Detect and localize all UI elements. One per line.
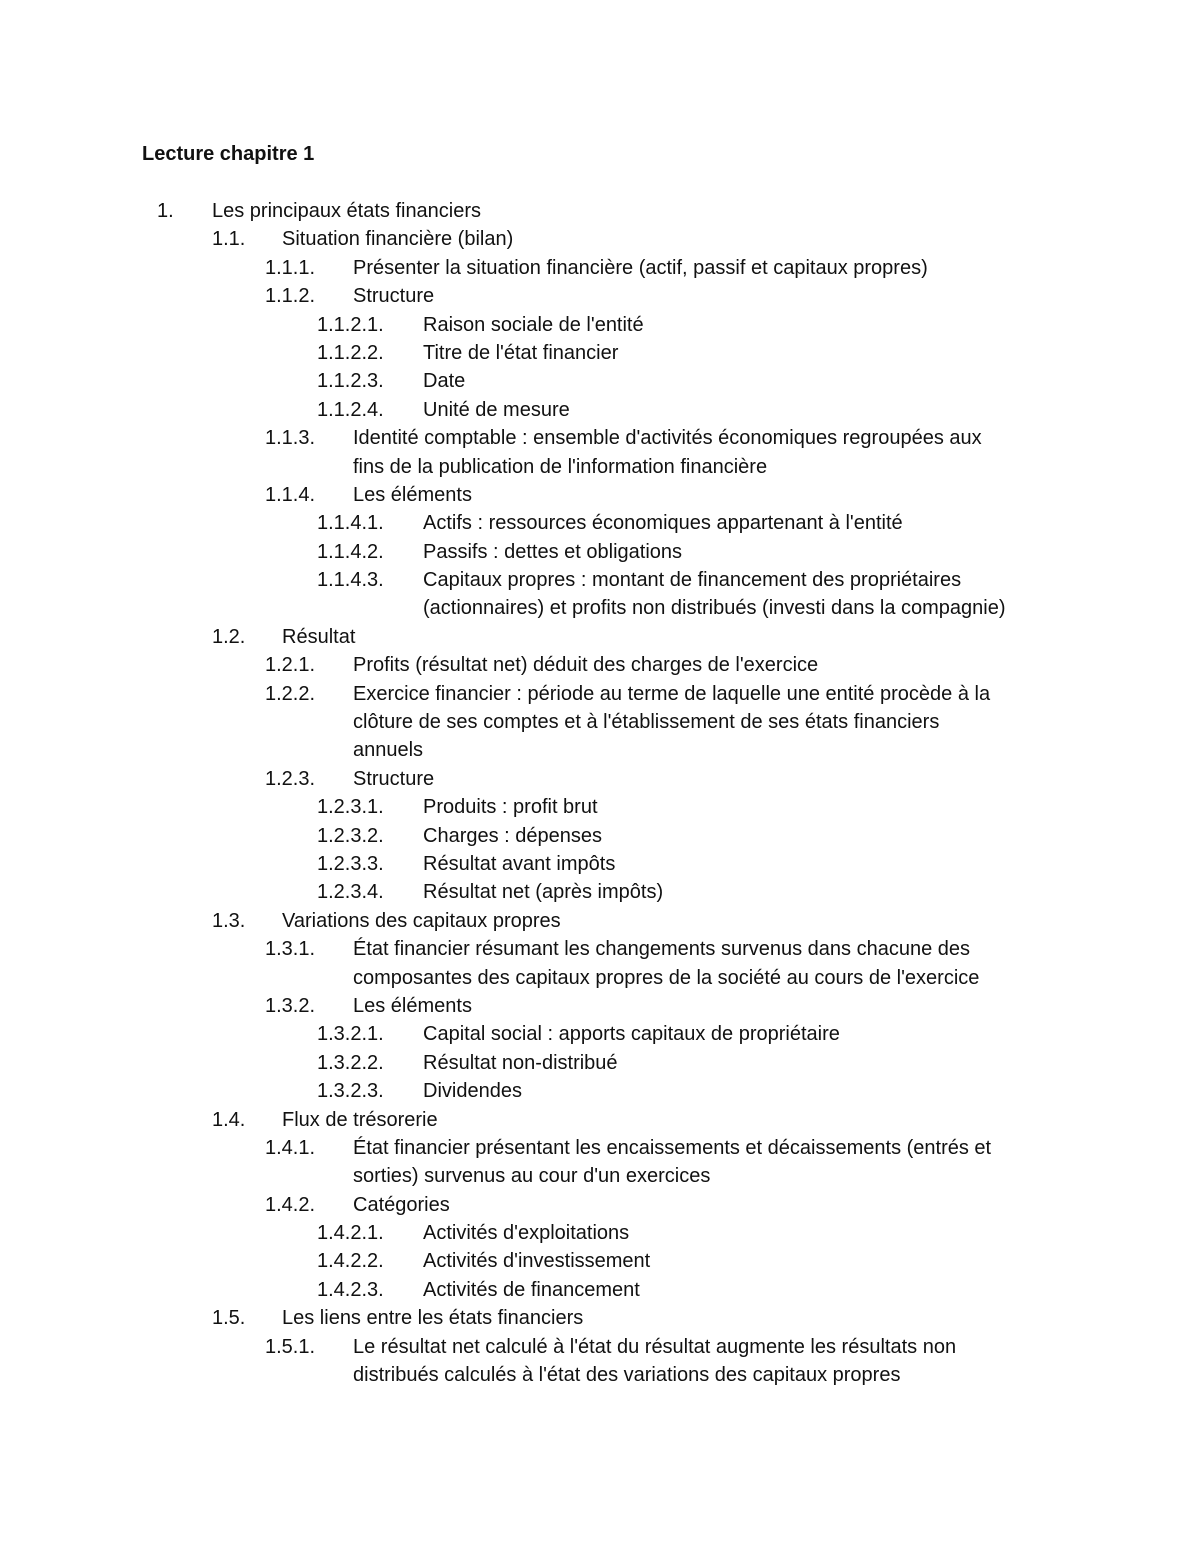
outline-item-text: Les éléments: [353, 994, 472, 1017]
outline-item: [0, 481, 1200, 509]
outline-item-text: Présenter la situation financière (actif, passif et capitaux propres): [353, 256, 928, 279]
outline-item-text: Résultat non-distribué: [423, 1051, 618, 1074]
outline-item: [0, 1219, 1200, 1247]
outline-item-number: 1.4.2.: [265, 1193, 316, 1216]
outline-item-text: Date: [423, 370, 466, 393]
outline-item-text: clôture de ses comptes et à l'établissement de ses états financiers: [353, 711, 940, 734]
outline-item: [0, 197, 1200, 225]
outline-item-text: Catégories: [353, 1193, 450, 1216]
page-title: Lecture chapitre 1: [142, 143, 315, 165]
outline-item-number: 1.1.2.4.: [317, 398, 384, 421]
outline-item: [0, 339, 1200, 367]
outline-item-text: Variations des capitaux propres: [282, 909, 561, 932]
outline-item-number: 1.5.: [212, 1307, 246, 1330]
outline-item-text: Charges : dépenses: [423, 824, 603, 847]
outline-item-number: 1.1.1.: [265, 256, 316, 279]
outline-item: [0, 566, 1200, 594]
outline-item-number: 1.3.: [212, 909, 246, 932]
outline-item: [0, 311, 1200, 339]
outline-item-number: 1.1.4.1.: [317, 512, 384, 535]
outline-item-text: Structure: [353, 767, 435, 790]
outline-item-number: 1.4.: [212, 1108, 246, 1131]
outline-item: [0, 1247, 1200, 1275]
outline-item-continuation: [0, 1361, 1200, 1389]
outline-item-text: Dividendes: [423, 1080, 522, 1103]
outline-item-text: Titre de l'état financier: [423, 341, 619, 364]
outline-item-number: 1.2.: [212, 625, 246, 648]
outline-item: [0, 424, 1200, 452]
outline-item-continuation: [0, 964, 1200, 992]
outline-item-text: Le résultat net calculé à l'état du résultat augmente les résultats non: [353, 1335, 957, 1358]
outline-item-text: Les éléments: [353, 483, 472, 506]
outline-item-continuation: [0, 736, 1200, 764]
outline-item: [0, 878, 1200, 906]
outline-item-number: 1.1.2.1.: [317, 313, 384, 336]
outline-item: [0, 1333, 1200, 1361]
outline-item: [0, 680, 1200, 708]
outline-item-number: 1.2.1.: [265, 654, 316, 677]
outline-item-text: Profits (résultat net) déduit des charges de l'exercice: [353, 654, 819, 677]
outline-item-continuation: [0, 708, 1200, 736]
outline-item: [0, 907, 1200, 935]
outline-item-text: Situation financière (bilan): [282, 228, 514, 251]
outline-item-text: Unité de mesure: [423, 398, 570, 421]
outline-item: [0, 1304, 1200, 1332]
outline-item-text: Identité comptable : ensemble d'activités économiques regroupées aux: [353, 427, 982, 450]
outline-item-number: 1.1.4.: [265, 483, 316, 506]
outline-item: [0, 254, 1200, 282]
outline-item: [0, 793, 1200, 821]
outline-item-number: 1.4.2.3.: [317, 1278, 384, 1301]
outline-item: [0, 765, 1200, 793]
outline-item-text: (actionnaires) et profits non distribués (investi dans la compagnie): [423, 597, 1006, 620]
outline-item-number: 1.2.3.3.: [317, 852, 384, 875]
outline-item-text: Activités d'exploitations: [423, 1222, 630, 1245]
outline-item: [0, 538, 1200, 566]
outline-item-number: 1.3.2.2.: [317, 1051, 384, 1074]
outline-item-number: 1.1.3.: [265, 427, 316, 450]
outline-item-number: 1.1.2.2.: [317, 341, 384, 364]
outline-item: [0, 367, 1200, 395]
outline-item-text: Activités de financement: [423, 1278, 640, 1301]
outline-item-number: 1.3.2.: [265, 994, 316, 1017]
outline-item-text: Raison sociale de l'entité: [423, 313, 644, 336]
outline-item-text: Actifs : ressources économiques appartenant à l'entité: [423, 512, 903, 535]
outline-item-number: 1.1.2.: [265, 285, 316, 308]
outline-item-text: Passifs : dettes et obligations: [423, 540, 683, 563]
outline-item-text: fins de la publication de l'information financière: [353, 455, 768, 478]
outline-item-number: 1.1.2.3.: [317, 370, 384, 393]
outline-item-number: 1.1.4.2.: [317, 540, 384, 563]
outline-item: [0, 282, 1200, 310]
outline-list: [0, 197, 1200, 1389]
outline-item: [0, 1134, 1200, 1162]
outline-item: [0, 1020, 1200, 1048]
outline-item: [0, 225, 1200, 253]
outline-item-number: 1.2.3.2.: [317, 824, 384, 847]
outline-item: [0, 1276, 1200, 1304]
outline-item-text: Flux de trésorerie: [282, 1108, 438, 1131]
outline-item-text: Capital social : apports capitaux de propriétaire: [423, 1023, 840, 1046]
outline-item-number: 1.4.2.1.: [317, 1222, 384, 1245]
outline-item-text: État financier présentant les encaissements et décaissements (entrés et: [353, 1136, 992, 1159]
outline-item: [0, 623, 1200, 651]
outline-item-text: Les principaux états financiers: [212, 200, 482, 222]
outline-item-text: Capitaux propres : montant de financement des propriétaires: [423, 569, 962, 592]
outline-item-text: composantes des capitaux propres de la société au cours de l'exercice: [353, 966, 980, 989]
outline-item: [0, 1077, 1200, 1105]
outline-item: [0, 651, 1200, 679]
outline-item-text: Les liens entre les états financiers: [282, 1307, 584, 1330]
outline-item-text: Résultat avant impôts: [423, 852, 616, 875]
outline-item: [0, 1049, 1200, 1077]
outline-item-text: annuels: [353, 739, 424, 762]
outline-item-number: 1.3.2.3.: [317, 1080, 384, 1103]
outline-item-number: 1.2.3.1.: [317, 796, 384, 819]
outline-item-text: distribués calculés à l'état des variations des capitaux propres: [353, 1364, 901, 1387]
outline-item-number: 1.2.3.4.: [317, 881, 384, 904]
outline-item-number: 1.1.: [212, 228, 246, 251]
outline-item-text: sorties) survenus au cour d'un exercices: [353, 1165, 711, 1188]
outline-item: [0, 992, 1200, 1020]
outline-item-continuation: [0, 1162, 1200, 1190]
outline-item: [0, 822, 1200, 850]
outline-item: [0, 935, 1200, 963]
outline-item-text: Résultat net (après impôts): [423, 881, 664, 904]
outline-item-number: 1.4.1.: [265, 1136, 316, 1159]
outline-item-continuation: [0, 594, 1200, 622]
outline-item: [0, 396, 1200, 424]
outline-item-number: 1.3.1.: [265, 938, 316, 961]
outline-item: [0, 1106, 1200, 1134]
outline-item-text: Activités d'investissement: [423, 1250, 651, 1273]
outline-item-text: Exercice financier : période au terme de laquelle une entité procède à la: [353, 682, 991, 705]
outline-item: [0, 850, 1200, 878]
outline-item-number: 1.2.2.: [265, 682, 316, 705]
outline-item-continuation: [0, 453, 1200, 481]
outline-item-number: 1.1.4.3.: [317, 569, 384, 592]
outline-item-text: État financier résumant les changements survenus dans chacune des: [353, 938, 971, 961]
outline-item-text: Structure: [353, 285, 435, 308]
outline-item: [0, 1191, 1200, 1219]
outline-item-text: Résultat: [282, 625, 356, 648]
outline-item: [0, 509, 1200, 537]
outline-item-number: 1.2.3.: [265, 767, 316, 790]
outline-item-number: 1.: [157, 200, 174, 222]
outline-item-text: Produits : profit brut: [423, 796, 598, 819]
outline-item-number: 1.3.2.1.: [317, 1023, 384, 1046]
outline-item-number: 1.5.1.: [265, 1335, 316, 1358]
outline-item-number: 1.4.2.2.: [317, 1250, 384, 1273]
